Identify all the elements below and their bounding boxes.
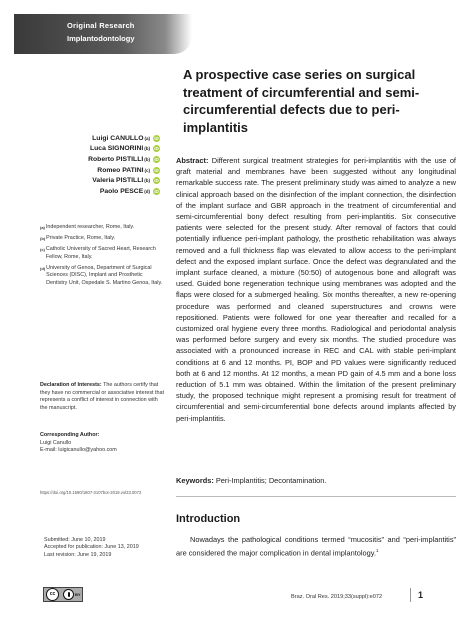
- corresponding-heading: Corresponding Author:: [40, 432, 100, 438]
- revision-date: Last revision: June 19, 2019: [44, 551, 112, 558]
- section-label: Original Research: [67, 21, 135, 30]
- affiliation-mark: (b): [144, 156, 150, 162]
- affiliation-mark: (a): [40, 225, 45, 230]
- affiliation-mark: (c): [40, 247, 45, 253]
- affiliation-item: [40, 235, 165, 243]
- introduction-text: Nowadays the pathological conditions termed “mucositis” and “peri-implantitis” are considered the major complication in dental implantology.: [176, 535, 456, 558]
- affiliation-mark: (b): [144, 178, 150, 184]
- keywords-text: Peri-Implantitis; Decontamination.: [215, 476, 327, 485]
- author-name: Luca SIGNORINI: [89, 145, 144, 153]
- abstract-heading: Abstract:: [176, 156, 209, 165]
- orcid-icon[interactable]: iD: [154, 178, 159, 184]
- affiliation-mark: (a): [144, 135, 150, 141]
- affiliation-mark: (c): [144, 167, 150, 173]
- reference-mark: 1: [375, 548, 379, 554]
- article-title: A prospective case series on surgical treatment of circumferential and semi-circumferential defects due to peri-implantitis: [183, 67, 420, 135]
- author-row: [40, 186, 160, 197]
- affiliation-text: Catholic University of Sacred Heart, Research Fellow, Rome, Italy.: [45, 246, 156, 260]
- doi-link[interactable]: https://doi.org/10.1590/1807-3107bor-2019.vol33.0072: [40, 490, 142, 495]
- footer-rule: [410, 588, 411, 602]
- orcid-icon[interactable]: iD: [154, 167, 159, 173]
- affiliation-text: Independent researcher, Rome, Italy.: [45, 224, 135, 230]
- cc-by-license-badge[interactable]: [43, 587, 83, 602]
- abstract: [176, 155, 456, 424]
- author-list: [40, 133, 160, 197]
- introduction-paragraph: [176, 534, 456, 559]
- subsection-label: Implantodontology: [67, 34, 135, 43]
- by-label: BY: [75, 592, 81, 597]
- accepted-date: Accepted for publication: June 13, 2019: [44, 544, 139, 551]
- submission-dates: [44, 537, 169, 559]
- declaration-of-interests: [40, 382, 165, 412]
- author-name: Roberto PISTILLI: [88, 155, 144, 163]
- section-divider: [176, 496, 456, 497]
- orcid-icon[interactable]: iD: [154, 188, 159, 194]
- submitted-date: Submitted: June 10, 2019: [44, 537, 106, 543]
- corresponding-name: Luigi Canullo: [40, 439, 72, 446]
- declaration-text: The authors certify that they have no commercial or associative interest that represents a conflict of interest in connection with the manuscript.: [40, 382, 165, 411]
- corresponding-email[interactable]: E-mail: luigicanullo@yahoo.com: [40, 447, 117, 454]
- author-row: [40, 175, 160, 186]
- orcid-icon[interactable]: iD: [154, 146, 159, 152]
- affiliation-item: [40, 246, 165, 261]
- author-name: Luigi CANULLO: [92, 134, 144, 142]
- author-row: [40, 144, 160, 155]
- author-name: Valeria PISTILLI: [92, 177, 144, 185]
- affiliation-mark: (d): [40, 265, 46, 271]
- declaration-heading: Declaration of Interests:: [40, 382, 102, 388]
- affiliation-mark: (d): [144, 188, 150, 194]
- keywords-heading: Keywords:: [176, 476, 214, 485]
- page-number: 1: [418, 590, 424, 600]
- orcid-icon[interactable]: iD: [154, 156, 159, 162]
- affiliation-list: [40, 224, 165, 291]
- orcid-icon[interactable]: iD: [154, 135, 159, 141]
- journal-citation: Braz. Oral Res. 2019;33(suppl):e072: [291, 594, 383, 600]
- attribution-icon: [63, 589, 74, 600]
- author-row: [40, 154, 160, 165]
- affiliation-mark: (b): [144, 146, 150, 152]
- section-header-band: [14, 14, 192, 54]
- creative-commons-icon: cc: [46, 588, 59, 601]
- keywords: [176, 476, 456, 485]
- author-name: Romeo PATINI: [97, 166, 144, 174]
- affiliation-mark: (b): [40, 236, 46, 242]
- corresponding-author: [40, 432, 165, 455]
- abstract-text: Different surgical treatment strategies for peri-implantitis with the use of graft material and membranes have been suggested without any longitudinal remarkable success rate. The present preliminary study was aimed to analyze a new clinical approach based on the disinfection of the implant connection, the disinfection of the implant surface and GBR approach in the treatment of circumferential and semi-circumferential bony defect resulting from peri-implantitis. Six consecutive patients were selected for the present study. After removal of factors that could potentially influence peri-implant pathology, the prosthetic rehabilitation was always removed and a full thickness flap was elevated to allow access to the peri-implant defect and the exposed implant surface. Once the defect was degranulated and the implant surface cleaned, a mixture (50:50) of autogenous bone and allograft was used. Guided bone regeneration technique using membranes was adopted and the flaps were closed for a submerged healing. Six months thereafter, a new re-opening procedure was performed and cleaned superstructures and crowns were repositioned. Patients were followed for one year thereafter and recalled for a customized oral hygiene every three months. Radiological and periodontal analysis was performed before surgery and every six months. The studied procedure was associated with a pronounced increase in REC and CAL with stable peri-implant conditions at 6 and 12 months. PI, BOP and PD values were significantly reduced both at 6 and 12 months. At 12 months, a mean PD gain of 4.5 mm and a bone loss reduction of 5.1 mm was obtained. Within the limitation of the present preliminary study, the proposed technique might represent a promising result for treatment of circumferential and semi-circumferential bone defects around implants affected by peri-implantitis.: [176, 156, 456, 423]
- author-name: Paolo PESCE: [99, 187, 144, 195]
- affiliation-item: [40, 224, 165, 232]
- author-row: [40, 165, 160, 176]
- introduction-heading: Introduction: [176, 513, 241, 525]
- affiliation-item: [40, 265, 165, 288]
- affiliation-text: University of Genoa, Department of Surgical Sciences (DISC), Implant and Prosthetic Dentistry Unit, Ospedale S. Martino Genoa, Italy.: [46, 264, 163, 287]
- author-row: [40, 133, 160, 144]
- affiliation-text: Private Practice, Rome, Italy.: [46, 235, 116, 242]
